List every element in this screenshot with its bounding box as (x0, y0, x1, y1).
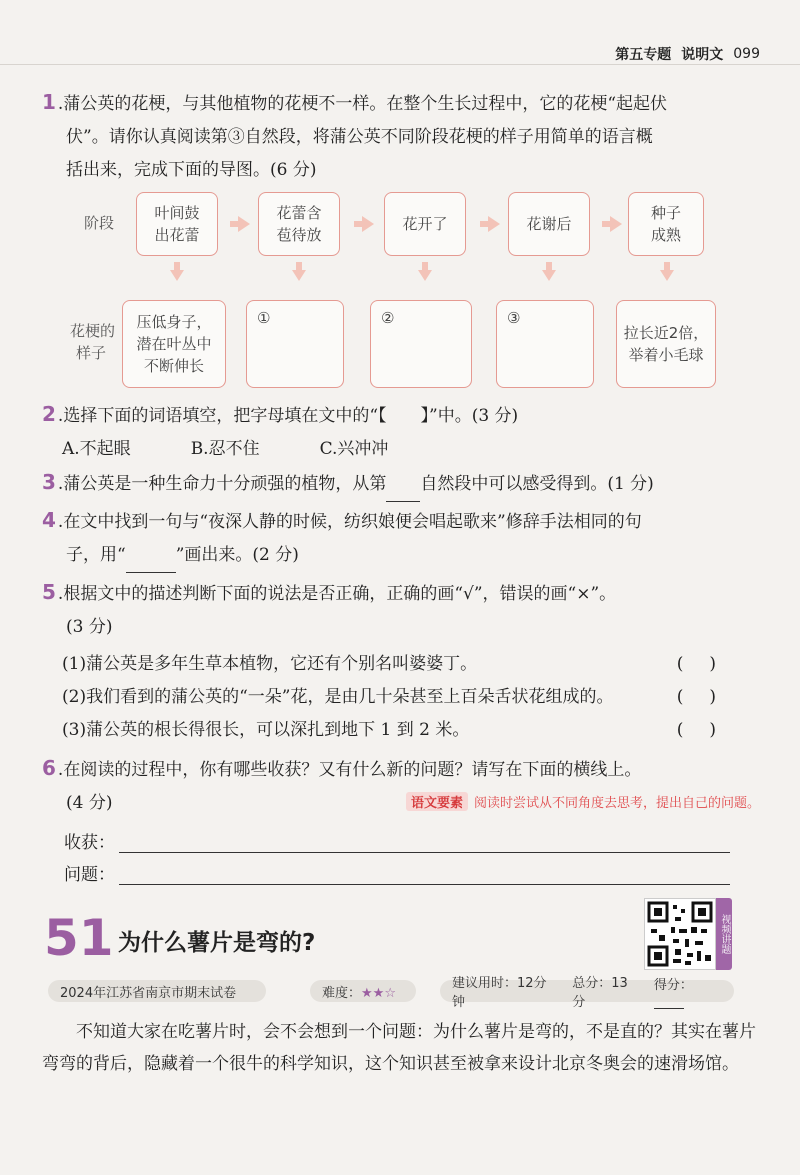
difficulty-label: 难度： (322, 985, 362, 1001)
option-c: C.兴冲冲 (319, 439, 389, 459)
judge-statement: (2)我们看到的蒲公英的“一朵”花，是由几十朵甚至上百朵舌状花组成的。 (62, 687, 614, 707)
page-number: 099 (733, 46, 760, 62)
arrow-down-icon (418, 270, 432, 281)
stage-text: 种子 (650, 204, 681, 222)
judge-item-2 (42, 681, 742, 714)
circled-number: ① (257, 309, 271, 327)
section-number: 51 (44, 909, 114, 967)
question-label: 问题： (64, 865, 115, 885)
circled-number: ② (381, 309, 395, 327)
answer-line[interactable] (119, 865, 730, 885)
video-tag: 视频讲题 (716, 898, 732, 970)
question-1 (42, 86, 742, 187)
arrow-down-icon (542, 270, 556, 281)
judge-statement: (3)蒲公英的根长得很长，可以深扎到地下 1 到 2 米。 (62, 720, 470, 740)
arrow-right-icon (238, 216, 250, 232)
stage-text: 花谢后 (526, 215, 572, 233)
question-text: 自然段中可以感受得到。(1 分) (420, 474, 654, 494)
underline-sample (126, 539, 176, 573)
tip-tag: 语文要素 (406, 792, 468, 811)
difficulty-pill (310, 980, 416, 1002)
question-text: 括出来，完成下面的导图。(6 分) (66, 160, 317, 180)
header-genre: 说明文 (681, 47, 724, 63)
stage-box (384, 192, 466, 256)
question-text: .在文中找到一句与“夜深人静的时候，纺织娘便会唱起歌来”修辞手法相同的句 (57, 512, 642, 532)
gain-label: 收获： (64, 833, 115, 853)
question-text: ”画出来。(2 分) (175, 545, 299, 565)
arrow-down-icon (660, 270, 674, 281)
answer-box-1[interactable] (246, 300, 344, 388)
answer-box-3[interactable] (496, 300, 594, 388)
stage-row-label: 阶段 (84, 214, 115, 232)
source-text: 2024年江苏省南京市期末试卷 (60, 985, 237, 1001)
mind-map-diagram (70, 188, 760, 398)
arrow-right-icon (610, 216, 622, 232)
shape-text: 拉长近2倍， (623, 324, 709, 342)
judge-item-3 (42, 714, 742, 747)
question-2 (42, 398, 742, 466)
question-5 (42, 576, 742, 747)
shape-box (122, 300, 226, 388)
stage-text: 花蕾含 (276, 204, 322, 222)
stage-box (628, 192, 704, 256)
score-blank[interactable] (654, 993, 684, 1009)
header-divider (0, 64, 800, 65)
tip-note (406, 792, 760, 811)
gain-line[interactable] (64, 828, 730, 853)
shape-text: 潜在叶丛中 (136, 335, 212, 353)
answer-box-2[interactable] (370, 300, 472, 388)
stage-text: 花开了 (402, 215, 448, 233)
section-title: 为什么薯片是弯的? (118, 930, 316, 956)
qr-code-graphic (645, 899, 715, 969)
answer-parentheses[interactable]: () (676, 720, 742, 740)
stage-text: 出花蕾 (154, 226, 200, 244)
answer-parentheses[interactable]: () (676, 687, 742, 707)
answer-parentheses[interactable]: () (676, 654, 742, 674)
question-number: 6 (42, 756, 56, 780)
arrow-right-icon (488, 216, 500, 232)
question-text: 子，用“ (66, 545, 126, 565)
question-number: 2 (42, 402, 56, 426)
suggested-time: 建议用时：12分钟 (452, 976, 547, 1010)
shape-text: 举着小毛球 (628, 346, 704, 364)
stats-pill (440, 976, 734, 1010)
stage-text: 叶间鼓 (154, 204, 200, 222)
shape-text: 压低身子， (136, 313, 212, 331)
options-list (42, 433, 742, 466)
question-number: 4 (42, 508, 56, 532)
question-text: .根据文中的描述判断下面的说法是否正确，正确的画“√”，错误的画“×”。 (57, 584, 617, 604)
total-score: 总分：13分 (572, 976, 628, 1010)
question-4 (42, 504, 742, 573)
question-number: 1 (42, 90, 56, 114)
qr-code-icon[interactable] (644, 898, 716, 970)
stage-text: 苞待放 (276, 226, 322, 244)
question-text: .蒲公英是一种生命力十分顽强的植物，从第 (57, 474, 387, 494)
star-rating: ★★☆ (361, 985, 396, 1001)
tip-text: 阅读时尝试从不同角度去思考，提出自己的问题。 (473, 796, 760, 811)
score-label: 得分： (653, 977, 693, 993)
arrow-right-icon (362, 216, 374, 232)
question-line[interactable] (64, 860, 730, 885)
stage-box (136, 192, 218, 256)
question-text: .选择下面的词语填空，把字母填在文中的“【 】”中。(3 分) (57, 406, 519, 426)
source-pill (48, 980, 266, 1002)
page-header (615, 44, 760, 64)
answer-line[interactable] (119, 833, 730, 853)
stage-box (508, 192, 590, 256)
stage-box (258, 192, 340, 256)
shape-label-line: 花梗的 (70, 322, 116, 340)
question-text: .蒲公英的花梗，与其他植物的花梗不一样。在整个生长过程中，它的花梗“起起伏 (57, 94, 668, 114)
question-text: (4 分) (66, 793, 113, 813)
judge-item-1 (42, 648, 742, 681)
shape-row-label (70, 320, 115, 364)
judge-statement: (1)蒲公英是多年生草本植物，它还有个别名叫婆婆丁。 (62, 654, 478, 674)
arrow-down-icon (170, 270, 184, 281)
question-text: (3 分) (66, 617, 113, 637)
stage-text: 成熟 (650, 226, 681, 244)
circled-number: ③ (507, 309, 521, 327)
header-section: 第五专题 (615, 47, 672, 63)
question-number: 3 (42, 470, 56, 494)
option-a: A.不起眼 (62, 439, 131, 459)
question-3 (42, 466, 742, 502)
question-text: .在阅读的过程中，你有哪些收获？又有什么新的问题？请写在下面的横线上。 (57, 760, 642, 780)
fill-blank[interactable] (386, 468, 420, 502)
question-number: 5 (42, 580, 56, 604)
info-bar (48, 976, 734, 1010)
option-b: B.忍不住 (190, 439, 260, 459)
shape-label-line: 样子 (76, 344, 107, 362)
shape-text: 不断伸长 (143, 357, 204, 375)
shape-box (616, 300, 716, 388)
arrow-down-icon (292, 270, 306, 281)
question-text: 伏”。请你认真阅读第③自然段，将蒲公英不同阶段花梗的样子用简单的语言概 (66, 127, 653, 147)
passage-paragraph: 不知道大家在吃薯片时，会不会想到一个问题：为什么薯片是弯的，不是直的？其实在薯片弯弯的背后，隐藏着一个很牛的科学知识，这个知识甚至被拿来设计北京冬奥会的速滑场馆。 (42, 1022, 756, 1074)
